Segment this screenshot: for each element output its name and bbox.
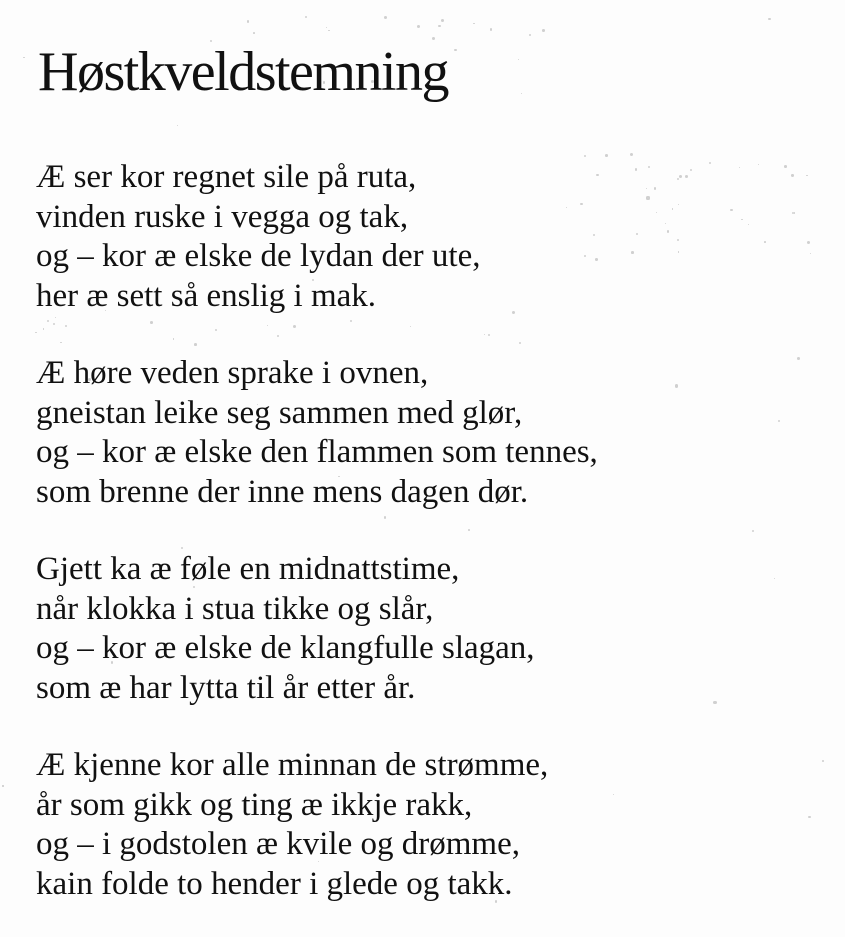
scan-speck [438,25,440,27]
poem-line: som brenne der inne mens dagen dør. [36,473,529,510]
stanza-2 [36,354,816,512]
poem-line: Æ høre veden sprake i ovnen, [36,355,429,391]
poem-line: og – kor æ elske de klangfulle slagan, [36,630,535,666]
scan-speck [473,23,475,25]
poem-line: gneistan leike seg sammen med glør, [36,394,523,431]
poem-line: og – kor æ elske den flammen som tennes, [36,434,598,470]
scan-speck [253,32,255,34]
stanza-4 [36,746,816,904]
scan-speck [490,28,493,31]
scan-speck [584,155,586,157]
scan-speck [521,93,522,94]
poem-line: Æ ser kor regnet sile på ruta, [36,159,417,195]
scan-speck [630,153,633,156]
scan-speck [177,125,178,126]
scan-speck [822,760,824,762]
poem-line: kain folde to hender i glede og takk. [36,865,513,902]
scan-speck [454,49,456,51]
scan-speck [441,19,444,22]
poem-line: når klokka i stua tikke og slår, [36,590,434,627]
scan-speck [247,20,249,22]
poem-line: og – kor æ elske de lydan der ute, [36,238,481,274]
stanza-3 [36,550,816,708]
scan-speck [326,27,327,28]
poem-line: som æ har lytta til år etter år. [36,669,416,706]
poem-line: her æ sett så enslig i mak. [36,277,377,314]
scan-speck [542,29,545,32]
scan-speck [417,25,420,28]
poem-line: Gjett ka æ føle en midnattstime, [36,551,460,587]
scan-speck [23,57,25,59]
scan-speck [518,59,520,61]
stanza-1 [36,158,816,316]
scan-speck [768,18,770,20]
poem-line: vinden ruske i vegga og tak, [36,198,409,235]
poem-line: og – i godstolen æ kvile og drømme, [36,826,520,862]
poem-line: Æ kjenne kor alle minnan de strømme, [36,747,549,783]
poem-title: Høstkveldstemning [38,41,449,103]
scan-speck [605,154,608,157]
scan-speck [529,34,531,36]
scan-speck [384,16,387,19]
scan-speck [2,785,3,786]
poem-body [36,158,816,942]
poem-line: år som gikk og ting æ ikkje rakk, [36,786,473,823]
scan-speck [328,30,329,31]
scan-speck [305,16,307,18]
